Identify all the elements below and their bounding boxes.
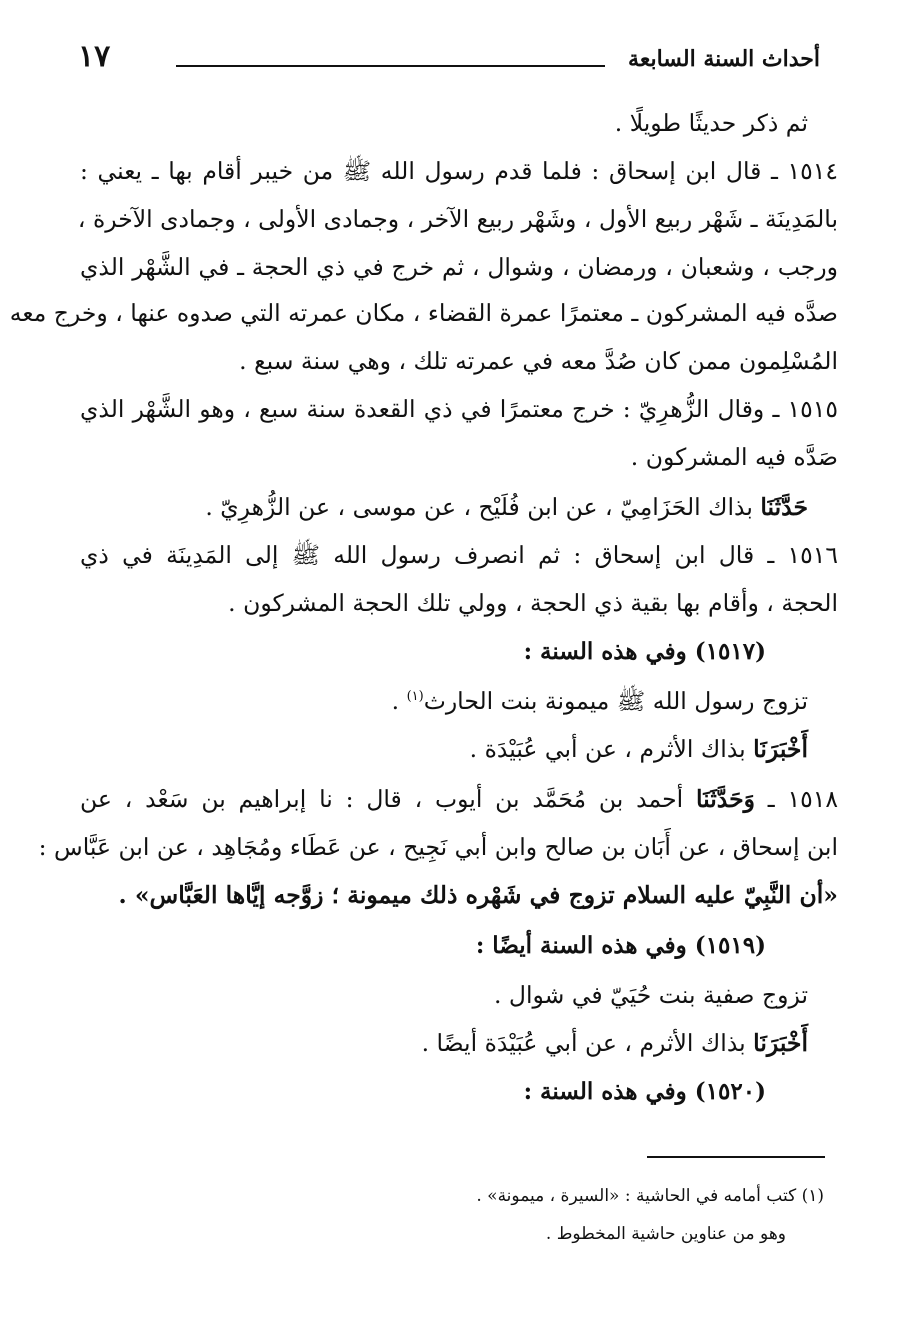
text-line-2: ١٥١٤ ـ قال ابن إسحاق : فلما قدم رسول الله ﷺ من خيبر أقام بها ـ يعني :: [80, 157, 838, 185]
isnad-lead: وَحَدَّثَنَا: [695, 785, 755, 813]
text-line-4: ورجب ، وشعبان ، ورمضان ، وشوال ، ثم خرج في ذي الحجة ـ في الشَّهْر الذي: [80, 253, 838, 281]
text-line-11: الحجة ، وأقام بها بقية ذي الحجة ، وولي تلك الحجة المشركون .: [228, 589, 838, 617]
text-line-1: ثم ذكر حديثًا طويلًا .: [614, 109, 808, 137]
text-line-19: تزوج صفية بنت حُيَيّ في شوال .: [493, 981, 808, 1009]
text-line-14: [0, 735, 808, 763]
text-line-17: «أن النَّبِيّ عليه السلام تزوج في شَهْره ذلك ميمونة ؛ زوَّجه إيَّاها العَبَّاس» .: [118, 881, 838, 909]
isnad-text: بذاك الأثرم ، عن أبي عُبَيْدَة .: [469, 735, 754, 763]
footnote-1: (١) كتب أمامه في الحاشية : «السيرة ، ميمونة» .: [476, 1186, 824, 1206]
text-line-20: [0, 1029, 808, 1057]
isnad-lead: أَخْبَرَنَا: [753, 1029, 808, 1057]
text-line-5: صدَّه فيه المشركون ـ معتمرًا عمرة القضاء ، مكان عمرته التي صدوه عنها ، وخرج معه: [9, 299, 838, 327]
page-number: ١٧: [78, 39, 111, 74]
isnad-lead: حَدَّثَنَا: [760, 493, 808, 521]
text-line-8: صَدَّه فيه المشركون .: [630, 443, 838, 471]
section-heading-1520: (١٥٢٠) وفي هذه السنة :: [523, 1078, 766, 1105]
text-line-15: [80, 785, 839, 813]
footnote-1-continued: وهو من عناوين حاشية المخطوط .: [545, 1224, 786, 1244]
report-number: ١٥١٨ ـ: [754, 785, 839, 813]
text-line-3: بالمَدِينَة ـ شَهْر ربيع الأول ، وشَهْر ربيع الآخر ، وجمادى الأولى ، وجمادى الآخرة ،: [77, 205, 838, 233]
isnad-lead: أَخْبَرَنَا: [753, 735, 808, 763]
text-line-6: المُسْلِمون ممن كان صُدَّ معه في عمرته تلك ، وهي سنة سبع .: [239, 347, 838, 375]
isnad-text: بذاك الأثرم ، عن أبي عُبَيْدَة أيضًا .: [421, 1029, 754, 1057]
marriage-text: تزوج رسول الله ﷺ ميمونة بنت الحارث: [423, 687, 808, 715]
running-header-title: أحداث السنة السابعة: [628, 46, 820, 72]
isnad-text: أحمد بن مُحَمَّد بن أيوب ، قال : نا إبراهيم بن سَعْد ، عن: [80, 785, 696, 813]
isnad-text: بذاك الحَزَامِيّ ، عن ابن فُلَيْح ، عن موسى ، عن الزُّهرِيّ .: [205, 493, 761, 521]
text-line-10: ١٥١٦ ـ قال ابن إسحاق : ثم انصرف رسول الله ﷺ إلى المَدِينَة في ذي: [80, 541, 838, 569]
line-end: .: [391, 687, 407, 715]
footnote-marker: (١): [406, 689, 424, 705]
text-line-13: [0, 687, 808, 715]
text-line-7: ١٥١٥ ـ وقال الزُّهرِيّ : خرج معتمرًا في ذي القعدة سنة سبع ، وهو الشَّهْر الذي: [80, 395, 838, 423]
text-line-16: ابن إسحاق ، عن أَبَان بن صالح وابن أبي نَجِيح ، عن عَطَاء ومُجَاهِد ، عن ابن عَبَّاس :: [38, 833, 838, 861]
header-rule: [176, 65, 605, 67]
footnote-rule: [647, 1156, 825, 1158]
text-line-9: [0, 493, 808, 521]
section-heading-1519: (١٥١٩) وفي هذه السنة أيضًا :: [475, 932, 766, 959]
section-heading-1517: (١٥١٧) وفي هذه السنة :: [523, 638, 766, 665]
